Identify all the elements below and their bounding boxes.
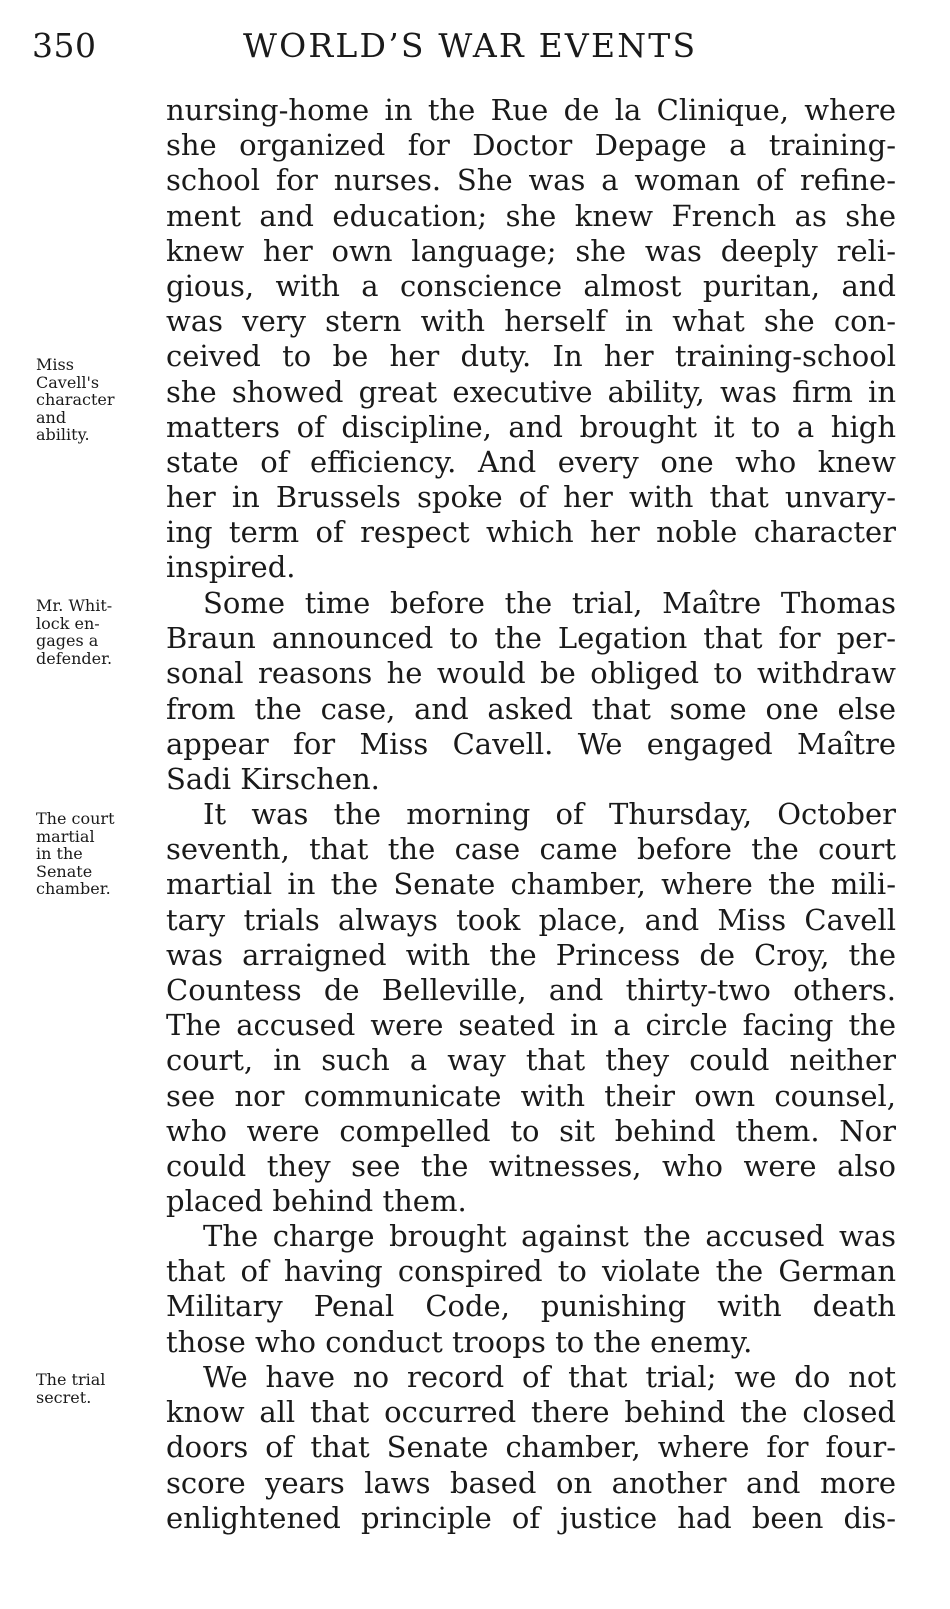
text-line: The accused were seated in a circle facing the (166, 1008, 896, 1043)
text-line: seventh, that the case came before the court (166, 832, 896, 867)
text-line: Countess de Belleville, and thirty-two others. (166, 972, 896, 1007)
text-line: court, in such a way that they could neither (166, 1043, 896, 1078)
paragraph-4 (166, 1219, 896, 1360)
text-line: sonal reasons he would be obliged to withdraw (166, 656, 896, 691)
side-note-line: character (36, 390, 115, 409)
text-line: know all that occurred there behind the closed (166, 1395, 896, 1430)
side-note-line: martial (36, 826, 95, 846)
text-line: The charge brought against the accused was (203, 1219, 896, 1253)
side-note-line: in the (36, 844, 83, 863)
text-line: enlightened principle of justice had been dis- (166, 1500, 896, 1535)
text-line: ceived to be her duty. In her training-school (166, 339, 896, 374)
text-line: martial in the Senate chamber, where the mili- (166, 867, 896, 902)
side-note-line: Mr. Whit- (36, 596, 113, 615)
text-line: score years laws based on another and more (166, 1465, 896, 1500)
text-line: that of having conspired to violate the German (166, 1254, 896, 1289)
text-line: nursing-home in the Rue de la Clinique, where (166, 93, 896, 127)
text-line: Some time before the trial, Maître Thomas (203, 586, 896, 620)
text-line: We have no record of that trial; we do not (203, 1360, 896, 1394)
text-line: knew her own language; she was deeply reli- (166, 233, 896, 268)
text-line: state of efficiency. And every one who knew (166, 444, 896, 479)
side-note-line: The court (36, 809, 115, 828)
text-line: was very stern with herself in what she con- (166, 304, 896, 339)
paragraph-2 (166, 586, 896, 797)
text-line: those who conduct troops to the enemy. (166, 1324, 753, 1359)
side-note-trial-secret (36, 1371, 154, 1406)
side-note-line: lock en- (36, 613, 100, 633)
text-line: gious, with a conscience almost puritan, and (166, 268, 896, 303)
paragraph-1 (166, 93, 896, 586)
text-line: doors of that Senate chamber, where for four- (166, 1430, 896, 1465)
text-line: who were compelled to sit behind them. Nor (166, 1113, 896, 1148)
side-note-line: ability. (36, 425, 90, 444)
side-note-line: The trial (36, 1370, 106, 1389)
text-line: she showed great executive ability, was firm in (166, 374, 896, 409)
text-line: matters of discipline, and brought it to a high (166, 409, 896, 444)
side-note-line: Miss (36, 355, 74, 374)
text-line: could they see the witnesses, who were also (166, 1148, 896, 1183)
side-note-line: gages a (36, 631, 99, 650)
side-note-defender (36, 597, 154, 667)
text-line: ing term of respect which her noble character (166, 515, 896, 550)
text-line: she organized for Doctor Depage a training- (166, 128, 896, 163)
paragraph-3 (166, 797, 896, 1219)
text-line: Sadi Kirschen. (166, 761, 380, 796)
text-line: inspired. (166, 550, 296, 585)
text-line: see nor communicate with their own counsel, (166, 1078, 896, 1113)
text-line: tary trials always took place, and Miss Cavell (166, 902, 896, 937)
side-note-character (36, 356, 154, 444)
text-line: was arraigned with the Princess de Croy, the (166, 937, 896, 972)
running-title: WORLD’S WAR EVENTS (243, 26, 698, 65)
side-note-line: and (36, 407, 67, 427)
text-line: placed behind them. (166, 1184, 467, 1219)
text-line: Military Penal Code, punishing with death (166, 1289, 896, 1324)
side-note-line: secret. (36, 1387, 92, 1407)
text-line: from the case, and asked that some one else (166, 691, 896, 726)
side-note-line: chamber. (36, 879, 111, 898)
paragraph-5 (166, 1360, 896, 1536)
text-line: Braun announced to the Legation that for per- (166, 621, 896, 656)
text-line: It was the morning of Thursday, October (203, 797, 896, 831)
page-number: 350 (32, 26, 97, 65)
text-line: appear for Miss Cavell. We engaged Maître (166, 726, 896, 761)
text-line: school for nurses. She was a woman of refine- (166, 163, 896, 198)
text-line: her in Brussels spoke of her with that unvary- (166, 480, 896, 515)
side-note-court-martial (36, 810, 154, 898)
side-note-line: Cavell's (36, 372, 100, 392)
side-note-line: Senate (36, 861, 93, 881)
text-line: ment and education; she knew French as she (166, 198, 896, 233)
side-note-line: defender. (36, 648, 113, 668)
